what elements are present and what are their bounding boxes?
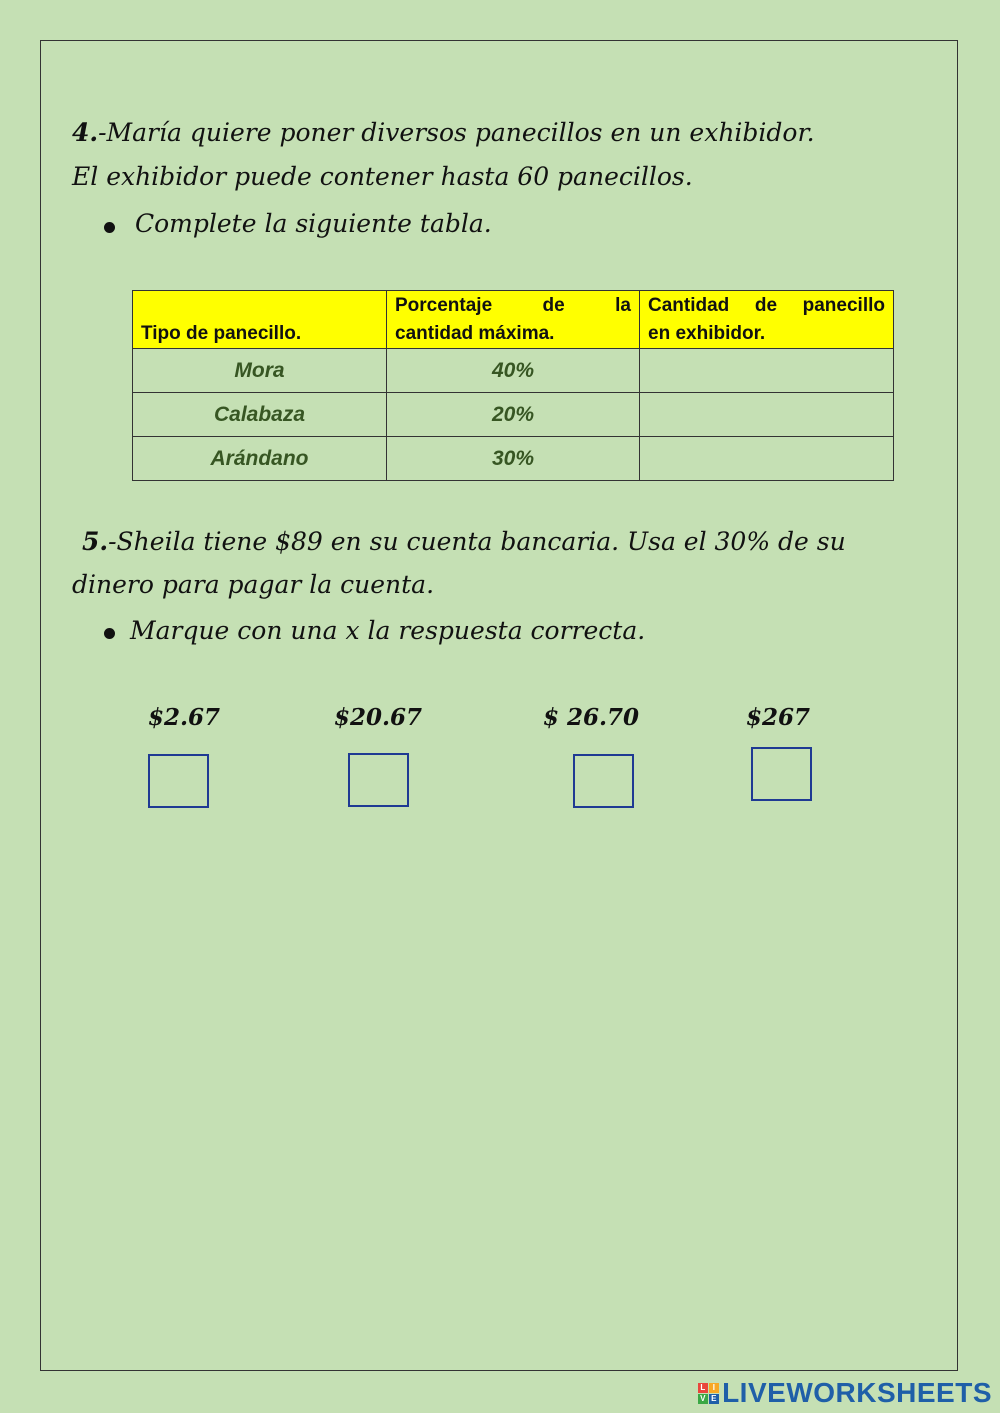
question-4-number: 4. [72,118,99,147]
question-4-text: -María quiere poner diversos panecillos en un exhibidor. [98,118,815,147]
header-porcentaje-line-2: cantidad máxima. [395,323,555,344]
header-tipo-label: Tipo de panecillo. [141,323,302,344]
option-checkbox-3[interactable] [573,754,634,808]
question-5-instruction: Marque con una x la respuesta correcta. [130,616,646,645]
header-tipo [133,291,387,349]
cell-percent: 20% [387,393,640,437]
option-label-3: $ 26.70 [543,704,640,731]
table-row [133,349,894,393]
header-porcentaje-word-2: de [542,295,565,316]
logo-mark-icon [698,1383,719,1404]
question-4-line-1 [72,118,815,147]
header-cantidad-word-2: de [754,295,778,316]
table-row [133,393,894,437]
header-cantidad-line-2: en exhibidor. [648,323,766,344]
cell-type: Calabaza [133,393,387,437]
header-porcentaje-word-3: la [615,295,631,316]
cell-type: Mora [133,349,387,393]
logo-mark-i: I [709,1383,719,1393]
header-cantidad-word-3: panecillo [802,295,885,316]
cell-percent: 30% [387,437,640,481]
cell-amount-input[interactable] [640,393,894,437]
cell-type: Arándano [133,437,387,481]
header-cantidad [640,291,894,349]
option-checkbox-4[interactable] [751,747,812,801]
bullet-icon [104,628,115,639]
question-5-line-2: dinero para pagar la cuenta. [72,570,435,599]
question-5-number: 5. [82,527,109,556]
option-label-4: $267 [746,704,811,731]
question-5-text: -Sheila tiene $89 en su cuenta bancaria. Usa el 30% de su [108,527,846,556]
question-5-line-1 [82,527,846,556]
option-label-1: $2.67 [148,704,221,731]
panecillo-table [132,290,894,481]
cell-amount-input[interactable] [640,437,894,481]
question-4-line-2: El exhibidor puede contener hasta 60 panecillos. [72,162,693,191]
header-porcentaje-word-1: Porcentaje [395,295,493,316]
header-porcentaje [387,291,640,349]
table-header-row [133,291,894,349]
option-label-2: $20.67 [334,704,423,731]
header-cantidad-word-1: Cantidad [648,295,730,316]
logo-mark-l: L [698,1383,708,1393]
liveworksheets-logo [698,1377,992,1409]
cell-amount-input[interactable] [640,349,894,393]
bullet-icon [104,222,115,233]
question-4-instruction: Complete la siguiente tabla. [135,209,492,238]
cell-percent: 40% [387,349,640,393]
table-row [133,437,894,481]
logo-text: LIVEWORKSHEETS [722,1377,992,1408]
option-checkbox-1[interactable] [148,754,209,808]
logo-mark-v: V [698,1394,708,1404]
logo-mark-e: E [709,1394,719,1404]
option-checkbox-2[interactable] [348,753,409,807]
